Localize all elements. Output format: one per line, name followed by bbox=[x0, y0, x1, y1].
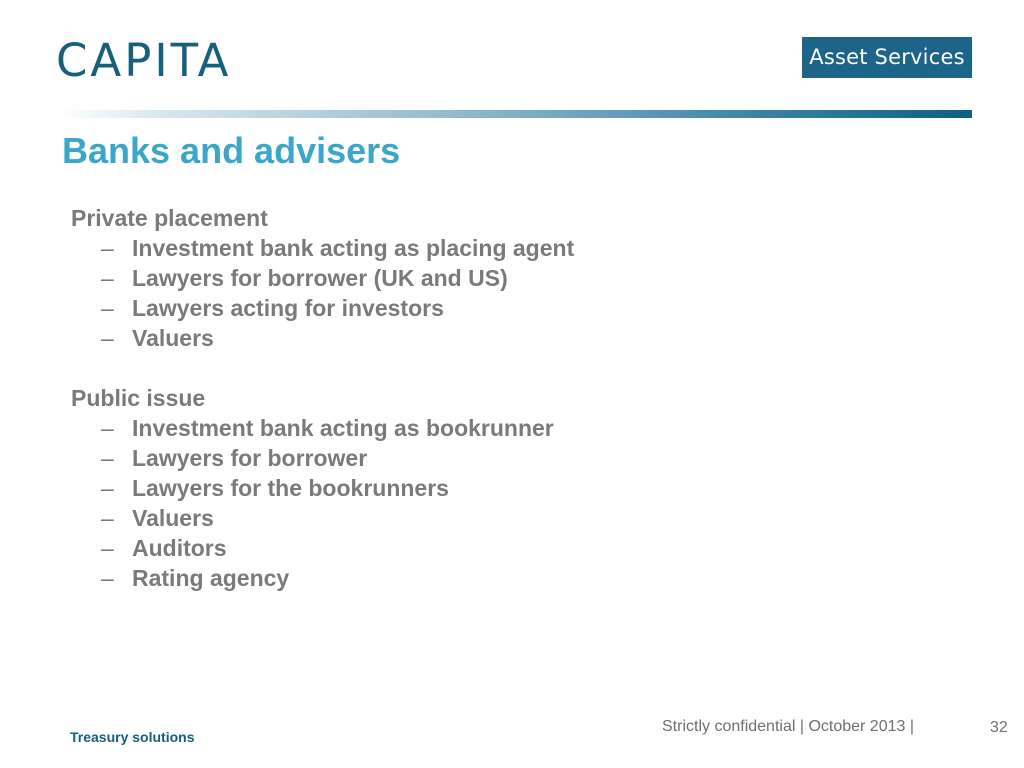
list-item bbox=[71, 263, 951, 293]
dash-bullet: – bbox=[101, 235, 114, 261]
footer-confidentiality: Strictly confidential | October 2013 | bbox=[662, 718, 914, 735]
slide-content bbox=[71, 203, 951, 593]
list-item-text: Rating agency bbox=[132, 565, 290, 591]
dash-bullet: – bbox=[101, 295, 114, 321]
list-item bbox=[71, 503, 951, 533]
list-item-text: Lawyers for borrower bbox=[132, 445, 368, 471]
dash-bullet: – bbox=[101, 265, 114, 291]
section-spacer bbox=[71, 353, 951, 383]
asset-services-badge: Asset Services bbox=[802, 37, 972, 78]
header-divider bbox=[56, 110, 972, 118]
dash-bullet: – bbox=[101, 565, 114, 591]
list-item bbox=[71, 293, 951, 323]
list-item-text: Valuers bbox=[132, 325, 214, 351]
list-item bbox=[71, 563, 951, 593]
public-issue-list bbox=[71, 413, 951, 593]
list-item-text: Valuers bbox=[132, 505, 214, 531]
private-placement-list bbox=[71, 233, 951, 353]
page-number: 32 bbox=[990, 719, 1008, 736]
list-item-text: Investment bank acting as placing agent bbox=[132, 235, 575, 261]
list-item-text: Lawyers acting for investors bbox=[132, 295, 444, 321]
dash-bullet: – bbox=[101, 475, 114, 501]
slide-title: Banks and advisers bbox=[62, 130, 401, 171]
dash-bullet: – bbox=[101, 535, 114, 561]
dash-bullet: – bbox=[101, 505, 114, 531]
list-item bbox=[71, 533, 951, 563]
list-item bbox=[71, 413, 951, 443]
list-item-text: Lawyers for borrower (UK and US) bbox=[132, 265, 508, 291]
list-item bbox=[71, 323, 951, 353]
dash-bullet: – bbox=[101, 325, 114, 351]
list-item bbox=[71, 233, 951, 263]
dash-bullet: – bbox=[101, 445, 114, 471]
list-item bbox=[71, 473, 951, 503]
list-item-text: Auditors bbox=[132, 535, 227, 561]
list-item-text: Investment bank acting as bookrunner bbox=[132, 415, 554, 441]
capita-logo: CAPITA bbox=[56, 34, 232, 87]
list-item-text: Lawyers for the bookrunners bbox=[132, 475, 449, 501]
dash-bullet: – bbox=[101, 415, 114, 441]
section-heading-private-placement: Private placement bbox=[71, 205, 268, 231]
footer-department: Treasury solutions bbox=[70, 729, 195, 745]
section-heading-public-issue: Public issue bbox=[71, 385, 206, 411]
list-item bbox=[71, 443, 951, 473]
